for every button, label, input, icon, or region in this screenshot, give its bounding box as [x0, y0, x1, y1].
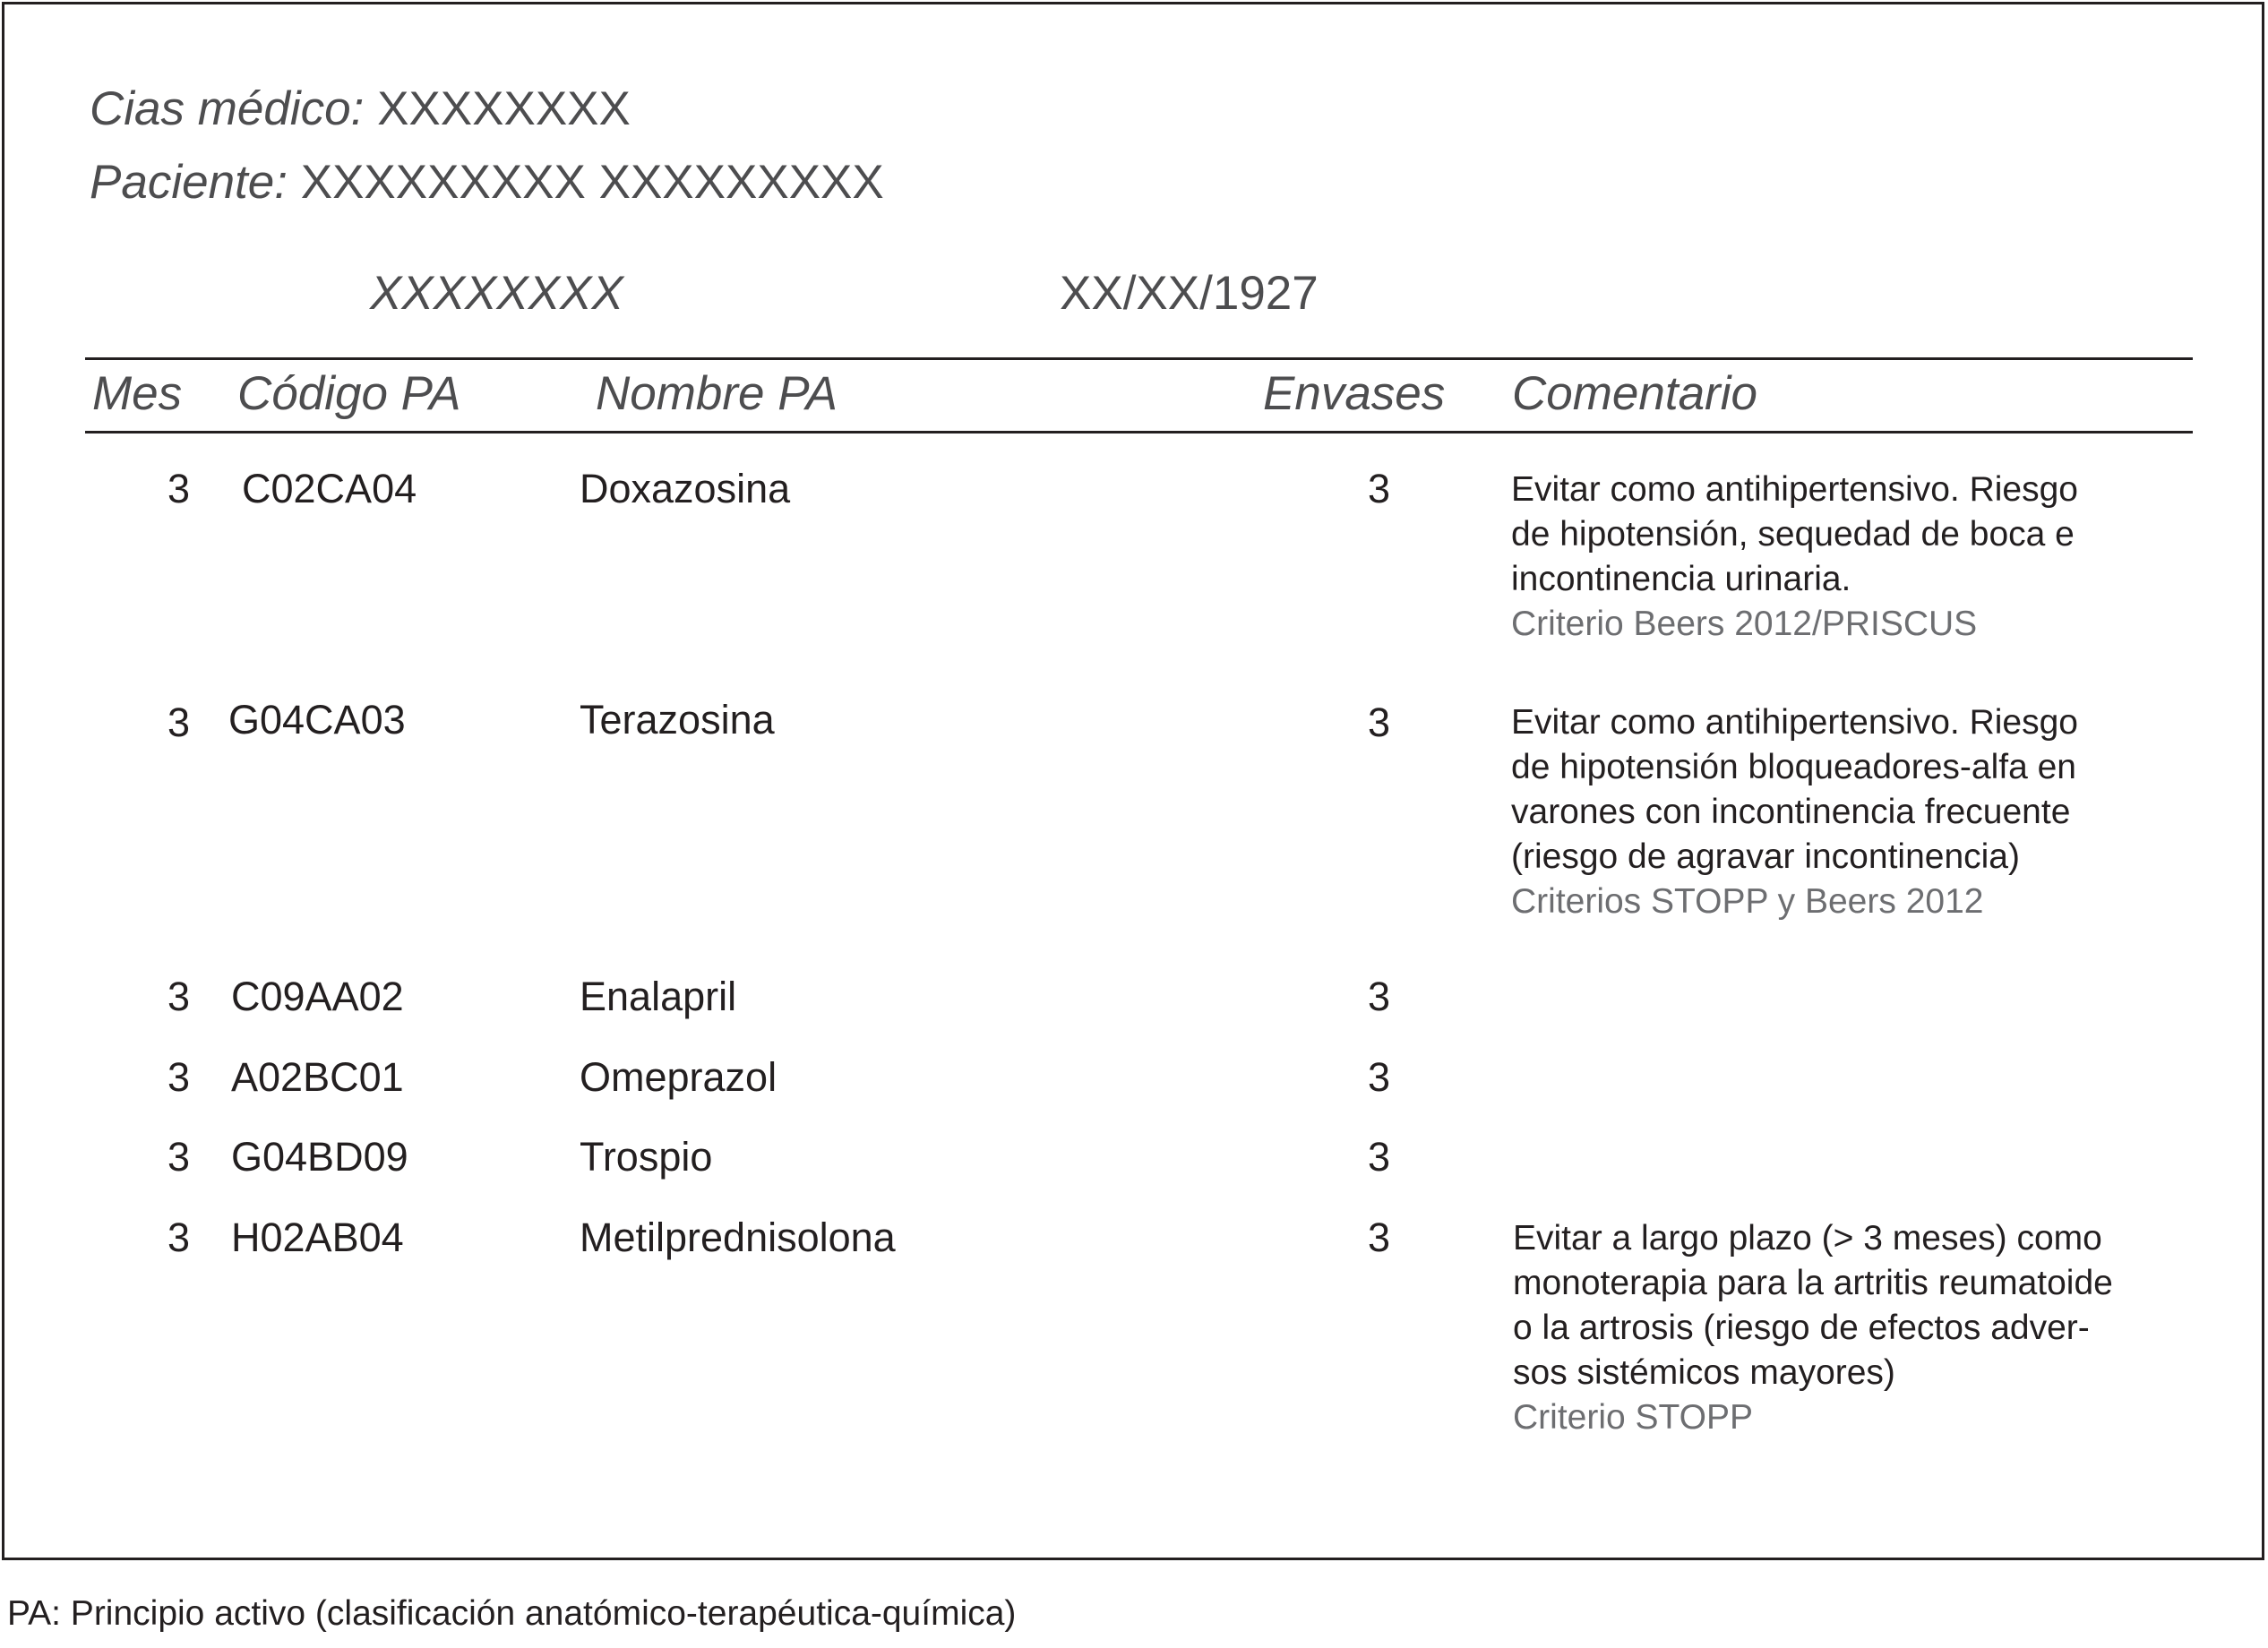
comment-line: monoterapia para la artritis reumatoide: [1513, 1264, 2113, 1302]
cias-label: Cias médico:: [90, 82, 365, 135]
comment-line: Evitar como antihipertensivo. Riesgo: [1511, 703, 2078, 742]
cell-mes: 3: [167, 974, 190, 1019]
cell-envases: 3: [1367, 1215, 1390, 1260]
cell-codigo: C09AA02: [231, 974, 404, 1019]
cell-nombre: Omeprazol: [580, 1054, 777, 1100]
comment-line: incontinencia urinaria.: [1511, 560, 1851, 598]
cell-codigo: G04CA03: [228, 697, 406, 742]
comment-criterio: Criterio STOPP: [1513, 1398, 1754, 1437]
cell-comentario: [1511, 468, 2078, 647]
cell-mes: 3: [167, 700, 190, 745]
footnote: PA: Principio activo (clasificación anatómico-terapéutica-química): [7, 1594, 1017, 1633]
column-header-nombre: Nombre PA: [596, 367, 838, 420]
comment-line: sos sistémicos mayores): [1513, 1353, 1895, 1392]
comment-line: de hipotensión, sequedad de boca e: [1511, 515, 2075, 554]
comment-line: Evitar a largo plazo (> 3 meses) como: [1513, 1219, 2102, 1257]
cell-mes: 3: [167, 466, 190, 511]
doctor-name: XXXXXXXX: [370, 267, 623, 320]
cell-codigo: G04BD09: [231, 1134, 408, 1180]
cell-mes: 3: [167, 1215, 190, 1260]
table-header-rule: [85, 431, 2193, 433]
comment-line: Evitar como antihipertensivo. Riesgo: [1511, 470, 2078, 509]
column-header-mes: Mes: [92, 367, 183, 420]
table-top-rule: [85, 357, 2193, 360]
cell-comentario: [1513, 1216, 2113, 1440]
column-header-envases: Envases: [1263, 367, 1446, 420]
prescription-date: XX/XX/1927: [1060, 267, 1319, 320]
cell-nombre: Terazosina: [580, 697, 775, 742]
patient-line: [90, 156, 884, 210]
cias-line: [90, 82, 631, 136]
comment-line: (riesgo de agravar incontinencia): [1511, 837, 2020, 876]
cell-envases: 3: [1367, 974, 1390, 1019]
cell-envases: 3: [1367, 700, 1390, 745]
cell-nombre: Trospio: [580, 1134, 713, 1180]
cell-nombre: Doxazosina: [580, 466, 791, 511]
comment-criterio: Criterio Beers 2012/PRISCUS: [1511, 605, 1978, 643]
cell-envases: 3: [1367, 1054, 1390, 1100]
cell-codigo: A02BC01: [231, 1054, 404, 1100]
patient-value: XXXXXXXXX XXXXXXXXX: [300, 156, 884, 209]
cell-mes: 3: [167, 1054, 190, 1100]
cell-comentario: [1511, 700, 2078, 924]
cell-envases: 3: [1367, 1134, 1390, 1180]
comment-line: de hipotensión bloqueadores-alfa en: [1511, 748, 2076, 786]
comment-criterio: Criterios STOPP y Beers 2012: [1511, 882, 1984, 921]
cell-nombre: Metilprednisolona: [580, 1215, 896, 1260]
cell-nombre: Enalapril: [580, 974, 737, 1019]
cell-mes: 3: [167, 1134, 190, 1180]
comment-line: o la artrosis (riesgo de efectos adver-: [1513, 1309, 2090, 1347]
column-header-codigo: Código PA: [237, 367, 461, 420]
comment-line: varones con incontinencia frecuente: [1511, 793, 2071, 831]
cell-envases: 3: [1367, 466, 1390, 511]
cias-value: XXXXXXXX: [377, 82, 631, 135]
patient-label: Paciente:: [90, 156, 288, 209]
cell-codigo: H02AB04: [231, 1215, 404, 1260]
cell-codigo: C02CA04: [242, 466, 417, 511]
column-header-comentario: Comentario: [1512, 367, 1757, 420]
